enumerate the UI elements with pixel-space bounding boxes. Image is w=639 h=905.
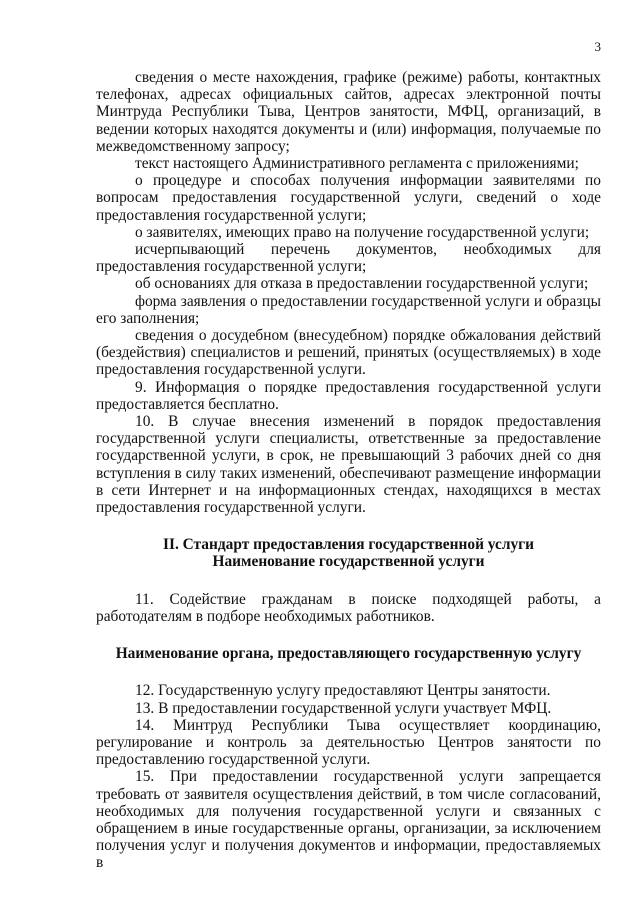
paragraph: 12. Государственную услугу предоставляют Центры занятости.	[135, 682, 551, 700]
paragraph: сведения о досудебном (внесудебном) порядке обжалования действий (бездействия) специалистов и решений, принятых (осуществляемых) в ходе предоставления государственной услуги.	[96, 327, 601, 379]
subheading-organ: Наименование органа, предоставляющего государственную услугу	[115, 645, 582, 663]
paragraph: сведения о месте нахождения, графике (режиме) работы, контактных телефонах, адресах официальных сайтов, адресах электронной почты Минтруда Республики Тыва, Центров занятости, МФЦ, организаций, в ведении которых находятся документы и (или) информация, получаемые по межведомственному запросу;	[96, 69, 601, 155]
section-subheading: Наименование государственной услуги	[212, 553, 485, 571]
paragraph: текст настоящего Административного регламента с приложениями;	[135, 155, 579, 173]
paragraph: об основаниях для отказа в предоставлении государственной услуги;	[135, 275, 589, 293]
paragraph: 9. Информация о порядке предоставления государственной услуги предоставляется бесплатно.	[96, 378, 601, 413]
section-heading: II. Стандарт предоставления государственной услуги	[162, 536, 535, 554]
spacer	[96, 571, 601, 591]
spacer	[96, 662, 601, 682]
document-body	[96, 69, 601, 872]
spacer	[96, 625, 601, 645]
paragraph: 13. В предоставлении государственной услуги участвует МФЦ.	[135, 699, 552, 717]
paragraph: исчерпывающий перечень документов, необходимых для предоставления государственной услуги;	[96, 241, 601, 276]
paragraph: 11. Содействие гражданам в поиске подходящей работы, а работодателям в подборе необходимых работников.	[96, 590, 601, 625]
page-number: 3	[594, 39, 601, 54]
paragraph: 14. Минтруд Республики Тыва осуществляет координацию, регулирование и контроль за деятельностью Центров занятости по предоставлению государственной услуги.	[96, 716, 601, 769]
paragraph: 10. В случае внесения изменений в порядок предоставления государственной услуги специалисты, ответственные за предоставление государственной услуги, в срок, не превышающий 3 рабочих дней со дня вступления в силу таких изменений, обеспечивают размещение информации в сети Интернет и на информационных стендах, находящихся в местах предоставления государственной услуги.	[96, 413, 601, 517]
paragraph: о процедуре и способах получения информации заявителями по вопросам предоставления государственной услуги, сведений о ходе предоставления государственной услуги;	[96, 172, 601, 224]
paragraph: о заявителях, имеющих право на получение государственной услуги;	[135, 223, 590, 241]
paragraph: форма заявления о предоставлении государственной услуги и образцы его заполнения;	[96, 292, 601, 327]
spacer	[96, 516, 601, 536]
paragraph: 15. При предоставлении государственной услуги запрещается требовать от заявителя осуществления действий, в том числе согласований, необходимых для получения государственной услуги и связанных с обращением в иные государственные органы, организации, за исключением получения услуг и получения документов и информации, предоставляемых в	[96, 768, 601, 872]
